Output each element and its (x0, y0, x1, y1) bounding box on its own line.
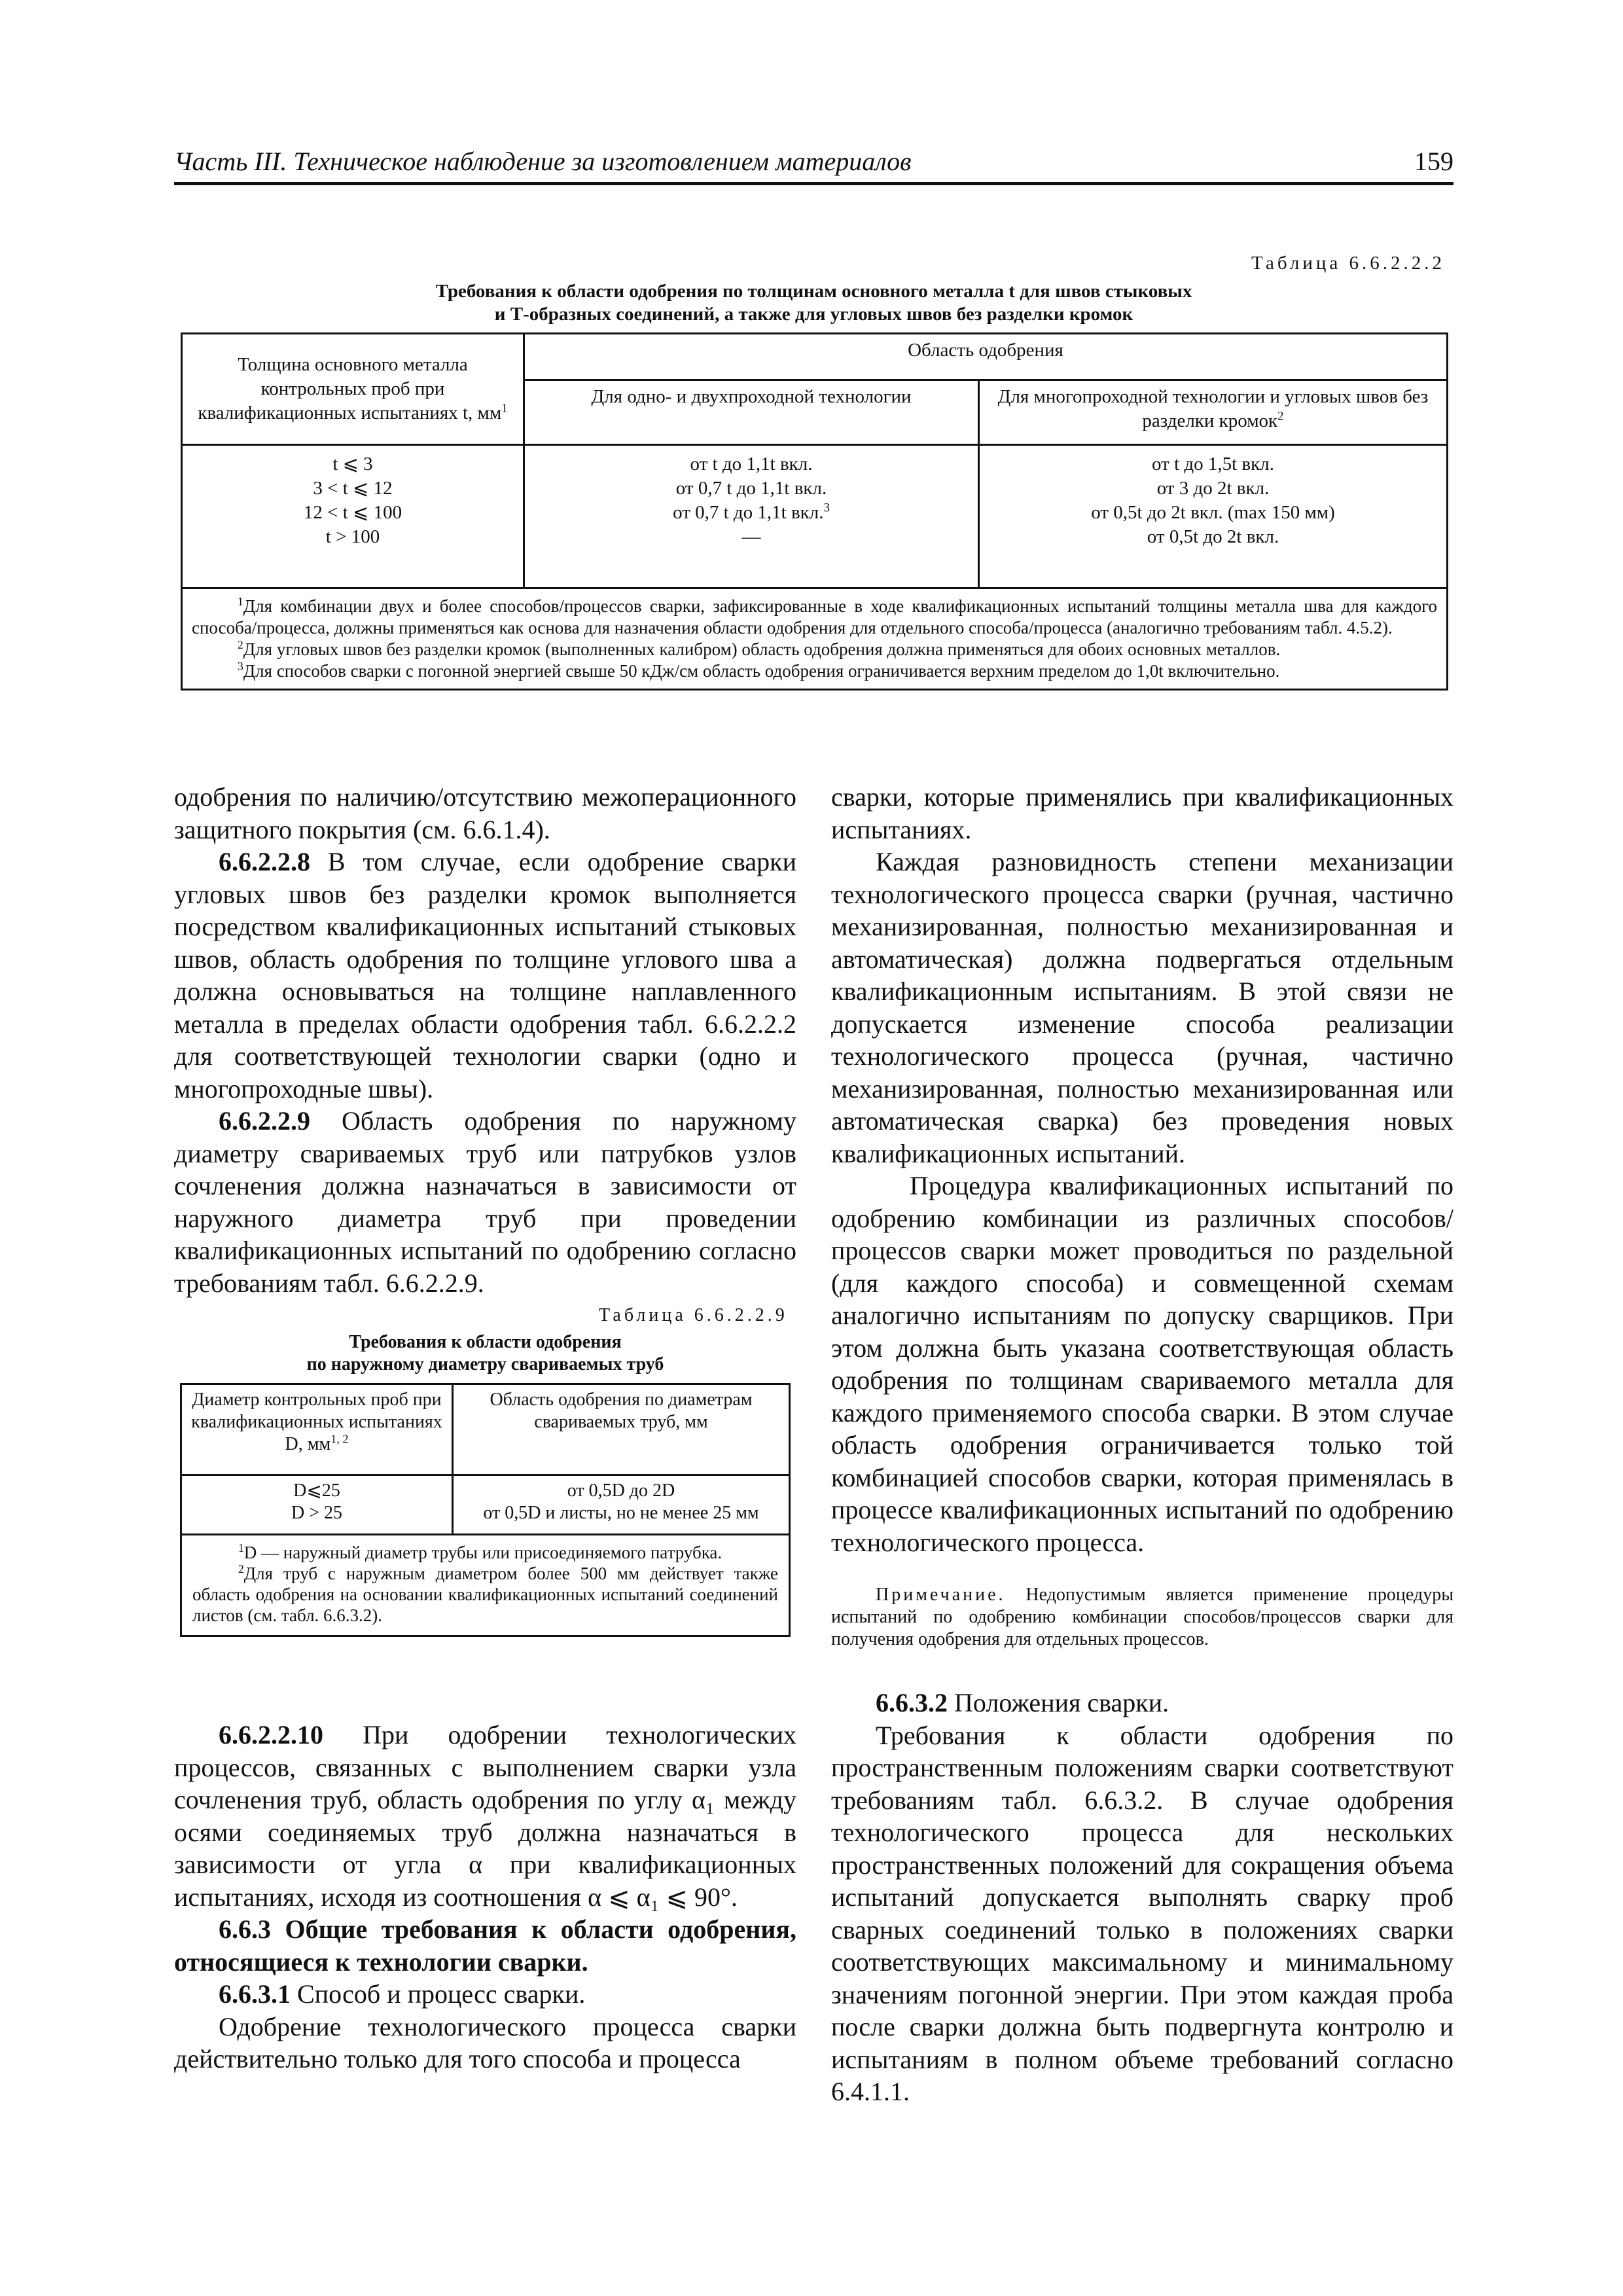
paragraph: 6.6.2.2.8 В том случае, если одобрение сварки угловых швов без разделки кромок выполняется посредством квалификационных испытаний стыковых швов, область одобрения по толщине углового шва a должна основываться на толщине наплавленного металла в пределах области одобрения табл. 6.6.2.2.2 для соответствующей технологии сварки (одно и многопроходные швы). (174, 847, 796, 1103)
table-title-line: Требования к области одобрения по толщинам основного металла t для швов стыковых (435, 281, 1192, 302)
footnote: $^1$Для комбинации двух и более способов/процессов сварки, зафиксированные в ходе квалификационных испытаний толщины металла шва для каждого способа/процесса, должны применяться как основа для назначения области одобрения для отдельного способа/процесса (аналогично требованиям табл. 4.5.2). (192, 595, 1437, 637)
table-title-line: по наружному диаметру свариваемых труб (306, 1354, 664, 1374)
right-column-upper (831, 781, 1454, 1558)
running-title: Часть III. Техническое наблюдение за изготовлением материалов (174, 147, 912, 176)
table-cell: от t до 1,5t вкл. от 3 до 2t вкл. от 0,5t до 2t вкл. (max 150 мм) от 0,5t до 2t вкл. (979, 445, 1448, 588)
header-cell: Для одно- и двухпроходной технологии (524, 380, 979, 445)
table-title (174, 1331, 796, 1376)
paragraph: одобрения по наличию/отсутствию межоперационного защитного покрытия (см. 6.6.1.4). (174, 782, 796, 844)
paragraph: 6.6.3.2 Положения сварки. (876, 1688, 1169, 1717)
left-column-lower (174, 1719, 796, 2075)
table-caption: Таблица 6.6.2.2.2 (1251, 253, 1445, 274)
table-row (182, 445, 1448, 588)
right-column-lower (831, 1687, 1454, 2108)
paragraph: Одобрение технологического процесса сварки действительно только для того способа и процесса (174, 2011, 796, 2073)
header-cell: Диаметр контрольных проб при квалификационных испытаниях D, мм$^{1, 2}$ (181, 1384, 453, 1475)
table-caption: Таблица 6.6.2.2.9 (599, 1305, 788, 1325)
table-title-line: и Т-образных соединений, а также для угловых швов без разделки кромок (494, 304, 1133, 325)
table-footnotes (182, 588, 1448, 690)
paragraph: 6.6.2.2.9 Область одобрения по наружному диаметру свариваемых труб или патрубков узлов сочленения должна назначаться в зависимости от наружного диаметра труб при проведении квалификационных испытаний по одобрению согласно требованиям табл. 6.6.2.2.9. (174, 1106, 796, 1298)
diameter-table (180, 1383, 791, 1637)
header-cell: Область одобрения (524, 334, 1448, 380)
header-cell: Область одобрения по диаметрам свариваемых труб, мм (453, 1384, 790, 1475)
section-heading: 6.6.3 Общие требования к области одобрения, относящиеся к технологии сварки. (174, 1914, 796, 1977)
table-cell: t ⩽ 3 3 < t ⩽ 12 12 < t ⩽ 100 t > 100 (182, 445, 524, 588)
table-title-line: Требования к области одобрения (349, 1332, 622, 1352)
header-cell: Для многопроходной технологии и угловых швов без разделки кромок$^2$ (979, 380, 1448, 445)
footnote: $^2$Для труб с наружным диаметром более 500 мм действует также область одобрения на основании квалификационных испытаний соединений листов (см. табл. 6.6.3.2). (192, 1562, 778, 1625)
paragraph: Каждая разновидность степени механизации технологического процесса сварки (ручная, частично механизированная, полностью механизированная и автоматическая) должна подвергаться отдельным квалификационным испытаниям. В этой связи не допускается изменение способа реализации технологического процесса (ручная, частично механизированная, полностью механизированная или автоматическая сварка) без проведения новых квалификационных испытаний. (831, 847, 1454, 1168)
footnote: $^3$Для способов сварки с погонной энергией свыше 50 кДж/см область одобрения ограничивается верхним пределом до 1,0t включительно. (238, 660, 1280, 681)
footnote: $^2$Для угловых швов без разделки кромок (выполненных калибром) область одобрения должна применяться для обоих основных металлов. (238, 638, 1281, 659)
footnote: $^1$D — наружный диаметр трубы или присоединяемого патрубка. (238, 1541, 722, 1562)
note: Примечание. Недопустимым является применение процедуры испытаний по одобрению комбинации способов/процессов сварки для получения одобрения для отдельных процессов. (831, 1585, 1454, 1649)
table-cell: от t до 1,1t вкл. от 0,7 t до 1,1t вкл. от 0,7 t до 1,1t вкл.$^3$ — (524, 445, 979, 588)
note-block (831, 1584, 1454, 1651)
table-title (174, 280, 1454, 326)
table-footnotes (181, 1535, 790, 1636)
paragraph: 6.6.2.2.10 При одобрении технологических процессов, связанных с выполнением сварки узла сочленения труб, область одобрения по углу α₁ между осями соединяемых труб должна назначаться в зависимости от угла α при квалификационных испытаниях, исходя из соотношения α ⩽ α₁ ⩽ 90°. (174, 1720, 796, 1912)
page-header (174, 143, 1454, 185)
header-cell: Толщина основного металла контрольных проб при квалификационных испытаниях t, $мм^1$ (182, 334, 524, 445)
table-cell: D⩽25 D > 25 (181, 1475, 453, 1535)
page-number: 159 (1414, 147, 1454, 176)
paragraph: сварки, которые применялись при квалификационных испытаниях. (831, 782, 1454, 844)
paragraph: 6.6.3.1 Способ и процесс сварки. (219, 1979, 586, 2009)
paragraph: Процедура квалификационных испытаний по одобрению комбинации из различных способов/процессов сварки может проводиться по раздельной (для каждого способа) и совмещенной схемам аналогично испытаниям по допуску сварщиков. При этом должна быть указана соответствующая область одобрения по толщинам свариваемого металла для каждого применяемого способа сварки. В этом случае область одобрения ограничивается только той комбинацией способов сварки, которая применялась в процессе квалификационных испытаний по одобрению технологического процесса. (831, 1171, 1454, 1557)
table-row (181, 1475, 790, 1535)
paragraph: Требования к области одобрения по пространственным положениям сварки соответствуют требованиям табл. 6.6.3.2. В случае одобрения технологического процесса для нескольких пространственных положений для сокращения объема испытаний допускается выполнять сварку проб сварных соединений только в положениях сварки соответствующих максимальному и минимальному значениям погонной энергии. При этом каждая проба после сварки должна быть подвергнута контролю и испытаниям в полном объеме требований согласно 6.4.1.1. (831, 1720, 1454, 2106)
table-cell: от 0,5D до 2D от 0,5D и листы, но не менее 25 мм (453, 1475, 790, 1535)
thickness-table (181, 332, 1448, 691)
left-column-upper (174, 781, 796, 1299)
